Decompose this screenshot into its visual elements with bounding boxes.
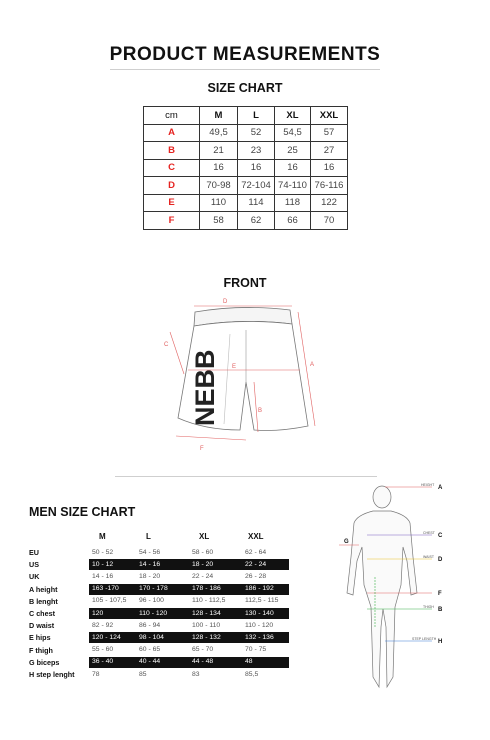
men-value-cell: 96 - 100 (139, 597, 164, 605)
size-value-cell: 66 (275, 212, 311, 230)
men-value-cell: 60 - 65 (139, 646, 161, 654)
figure-head (373, 486, 391, 508)
dim-c-line (170, 332, 184, 374)
men-value-cell: 55 - 60 (92, 646, 114, 654)
men-value-cell: 112,5 - 115 (245, 597, 279, 605)
dim-a-label: A (310, 362, 315, 368)
men-value-cell: 14 - 16 (139, 560, 161, 568)
size-value-cell: 72-104 (238, 177, 275, 195)
men-value-cell: 54 - 56 (139, 548, 161, 556)
size-value-cell: 27 (311, 142, 348, 160)
men-value-cell: 128 - 132 (192, 633, 221, 641)
size-value-cell: 74-110 (275, 177, 311, 195)
men-value-cell: 98 - 104 (139, 633, 164, 641)
size-chart-row (144, 159, 348, 177)
men-row-label: H step lenght (29, 670, 75, 679)
men-value-cell: 132 - 136 (245, 633, 274, 641)
marker-g-key: G (344, 539, 349, 545)
measurement-key: F (144, 212, 200, 230)
size-value-cell: 58 (200, 212, 238, 230)
marker-waist-key: D (438, 557, 443, 563)
marker-step-text: STEP LENGTH (412, 637, 437, 641)
men-value-cell: 128 - 134 (192, 609, 221, 617)
measurement-key: E (144, 194, 200, 212)
dim-e-label: E (232, 364, 237, 370)
size-value-cell: 70-98 (200, 177, 238, 195)
men-row-label: F thigh (29, 645, 53, 655)
men-row-label: US (29, 560, 39, 570)
size-value-cell: 21 (200, 142, 238, 160)
men-value-cell: 110 - 112,5 (192, 597, 226, 605)
men-value-cell: 120 - 124 (92, 633, 121, 641)
measurement-key: C (144, 159, 200, 177)
men-value-cell: 14 - 16 (92, 572, 114, 580)
front-title: FRONT (223, 276, 267, 290)
men-value-cell: 18 - 20 (139, 572, 161, 580)
size-value-cell: 114 (238, 194, 275, 212)
size-value-cell: 122 (311, 194, 348, 212)
size-value-cell: 76-116 (311, 177, 348, 195)
men-value-cell: 10 - 12 (92, 560, 114, 568)
men-value-cell: 44 - 48 (192, 658, 214, 666)
marker-height-text: HEIGHT (421, 483, 435, 487)
size-value-cell: 25 (275, 142, 311, 160)
measurement-key: D (144, 177, 200, 195)
men-row-label: EU (29, 548, 39, 557)
measurement-key: B (144, 142, 200, 160)
men-value-cell: 170 - 178 (139, 585, 168, 593)
men-chart-row (29, 559, 289, 571)
men-value-cell: 85,5 (245, 670, 259, 678)
size-col-header: M (200, 107, 238, 125)
marker-thigh-key: B (438, 607, 443, 613)
dim-d-label: D (223, 299, 228, 305)
size-value-cell: 16 (238, 159, 275, 177)
size-value-cell: 52 (238, 124, 275, 142)
men-chart-row (29, 669, 289, 681)
size-chart-table (143, 106, 348, 230)
men-value-cell: 36 - 40 (92, 658, 114, 666)
men-chart-row (29, 596, 289, 608)
row-highlight (89, 657, 289, 668)
size-value-cell: 70 (311, 212, 348, 230)
size-value-cell: 16 (275, 159, 311, 177)
brand-print: NEBB (190, 349, 220, 426)
men-value-cell: 22 - 24 (245, 560, 267, 568)
men-col-header: L (146, 532, 151, 541)
men-value-cell: 105 - 107,5 (92, 597, 127, 605)
size-col-header: XXL (311, 107, 348, 125)
size-chart-row (144, 177, 348, 195)
size-value-cell: 57 (311, 124, 348, 142)
dim-b-label: B (258, 408, 263, 414)
men-value-cell: 18 - 20 (192, 560, 214, 568)
marker-waist-text: WAIST (423, 555, 434, 559)
men-value-cell: 58 - 60 (192, 548, 214, 556)
size-value-cell: 23 (238, 142, 275, 160)
men-row-label: A height (29, 584, 58, 594)
men-value-cell: 70 - 75 (245, 646, 267, 654)
marker-step-key: H (438, 639, 443, 645)
men-col-header: XXL (248, 532, 264, 541)
marker-chest-key: C (438, 533, 443, 539)
men-value-cell: 163 -170 (92, 585, 119, 593)
size-chart-row (144, 142, 348, 160)
body-measurement-figure (337, 477, 447, 697)
men-col-header: M (99, 532, 106, 541)
men-value-cell: 83 (192, 670, 200, 678)
men-chart-row (29, 632, 289, 644)
size-value-cell: 62 (238, 212, 275, 230)
men-row-label: G biceps (29, 657, 60, 667)
size-value-cell: 16 (200, 159, 238, 177)
men-chart-row (29, 645, 289, 657)
shorts-front-drawing (150, 294, 325, 459)
men-chart-row (29, 571, 289, 583)
size-value-cell: 49,5 (200, 124, 238, 142)
men-chart-row (29, 608, 289, 620)
men-value-cell: 65 - 70 (192, 646, 214, 654)
men-chart-row (29, 657, 289, 669)
measurement-key: A (144, 124, 200, 142)
men-chart-row (29, 584, 289, 596)
figure-torso (347, 511, 417, 687)
size-chart-header-row (144, 107, 348, 125)
men-value-cell: 82 - 92 (92, 621, 114, 629)
size-value-cell: 16 (311, 159, 348, 177)
men-value-cell: 40 - 44 (139, 658, 161, 666)
size-value-cell: 118 (275, 194, 311, 212)
men-row-label: E hips (29, 633, 51, 643)
marker-thigh-text: THIGH (423, 605, 434, 609)
size-chart-row (144, 124, 348, 142)
size-col-header: L (238, 107, 275, 125)
men-value-cell: 86 - 94 (139, 621, 161, 629)
marker-chest-text: CHEST (423, 531, 435, 535)
men-value-cell: 85 (139, 670, 147, 678)
men-size-chart-title: MEN SIZE CHART (29, 505, 136, 519)
size-value-cell: 110 (200, 194, 238, 212)
men-col-header: XL (199, 532, 210, 541)
size-chart-row (144, 194, 348, 212)
title-divider (110, 69, 380, 70)
men-value-cell: 48 (245, 658, 253, 666)
men-value-cell: 110 - 120 (245, 621, 274, 629)
men-value-cell: 110 - 120 (139, 609, 168, 617)
men-chart-row (29, 547, 289, 559)
marker-f-key: F (438, 591, 442, 597)
page-title: PRODUCT MEASUREMENTS (109, 44, 381, 65)
men-value-cell: 120 (92, 609, 104, 617)
men-value-cell: 78 (92, 670, 100, 678)
men-row-label: D waist (29, 621, 55, 631)
dim-c-label: C (164, 342, 169, 348)
size-chart-row (144, 212, 348, 230)
men-row-label: B lenght (29, 596, 58, 606)
men-value-cell: 178 - 186 (192, 585, 221, 593)
dim-f-line (176, 436, 246, 440)
men-value-cell: 100 - 110 (192, 621, 221, 629)
men-row-label: C chest (29, 609, 55, 618)
unit-header: cm (144, 107, 200, 125)
size-chart-title: SIZE CHART (207, 81, 283, 95)
men-value-cell: 62 - 64 (245, 548, 267, 556)
men-chart-row (29, 620, 289, 632)
size-col-header: XL (275, 107, 311, 125)
dim-f-label: F (200, 446, 204, 452)
men-value-cell: 50 - 52 (92, 548, 114, 556)
men-row-label: UK (29, 572, 40, 582)
men-value-cell: 130 - 140 (245, 609, 274, 617)
men-value-cell: 22 - 24 (192, 572, 214, 580)
men-value-cell: 26 - 28 (245, 572, 267, 580)
marker-height-key: A (438, 485, 443, 491)
men-value-cell: 186 - 192 (245, 585, 274, 593)
size-value-cell: 54,5 (275, 124, 311, 142)
